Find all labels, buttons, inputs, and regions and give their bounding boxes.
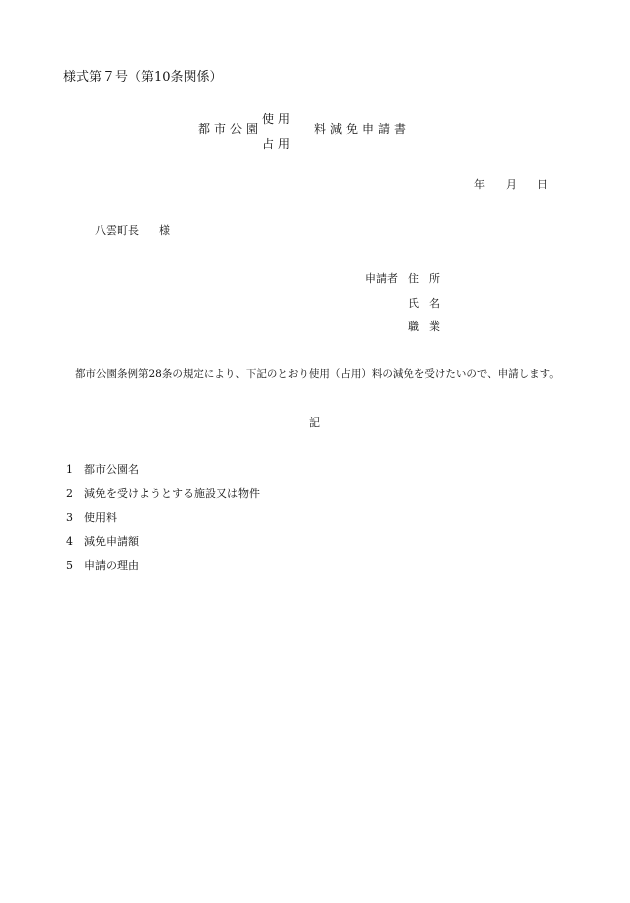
title-options [262,107,294,157]
item-number: 4 [66,535,73,548]
date-month-label: 月 [506,178,517,191]
item-number: 2 [66,487,73,500]
field-address-label: 住所 [408,272,450,285]
date-year-label: 年 [474,178,485,191]
title-option-occupancy: 占用 [262,137,295,151]
addressee-name: 八雲町長 [95,224,139,237]
item-label: 申請の理由 [84,559,139,572]
item-label: 使用料 [84,511,117,524]
list-item [66,509,117,525]
addressee-honorific: 様 [159,224,170,237]
list-item [66,461,139,477]
item-number: 5 [66,559,73,572]
item-label: 減免申請額 [84,535,139,548]
title-prefix: 都市公園 [198,122,263,136]
item-label: 減免を受けようとする施設又は物件 [84,487,260,500]
list-item [66,557,139,573]
ki-heading: 記 [309,416,320,429]
list-item [66,485,260,501]
field-name-label: 氏名 [408,297,450,310]
body-text: 都市公園条例第28条の規定により、下記のとおり使用（占用）料の減免を受けたいので、申請します。 [75,368,560,380]
title-suffix: 料減免申請書 [314,122,411,136]
form-number: 様式第７号（第10条関係） [63,70,223,85]
list-item [66,533,139,549]
title-option-use: 使用 [262,112,295,126]
date-day-label: 日 [537,178,548,191]
field-occupation-label: 職業 [408,320,450,333]
item-number: 1 [66,463,73,476]
applicant-label: 申請者 [365,272,398,285]
item-number: 3 [66,511,73,524]
item-label: 都市公園名 [84,463,139,476]
